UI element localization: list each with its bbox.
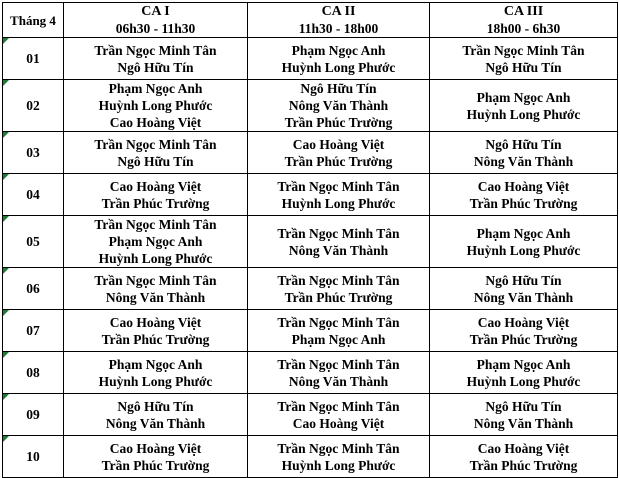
staff-name: Trần Ngọc Minh Tân — [277, 356, 400, 372]
staff-name: Trần Phúc Trường — [469, 331, 578, 347]
day-cell: 04 — [3, 174, 64, 216]
staff-name: Nông Văn Thành — [105, 289, 206, 305]
staff-name: Nông Văn Thành — [473, 289, 574, 305]
staff-name: Ngô Hữu Tín — [485, 272, 562, 288]
staff-name: Huỳnh Long Phước — [281, 457, 396, 473]
staff-name: Huỳnh Long Phước — [98, 251, 213, 266]
shift-cell-2 — [248, 174, 430, 216]
schedule-row — [3, 132, 618, 174]
shift-cell-3 — [430, 216, 618, 268]
staff-name: Ngô Hữu Tín — [300, 81, 377, 96]
staff-name: Nông Văn Thành — [288, 242, 389, 258]
header-row — [3, 3, 618, 38]
staff-name: Huỳnh Long Phước — [281, 195, 396, 211]
staff-name: Nông Văn Thành — [288, 98, 389, 113]
staff-name: Phạm Ngọc Anh — [108, 356, 203, 372]
shift-cell-2 — [248, 310, 430, 352]
shift-cell-3 — [430, 174, 618, 216]
staff-name: Ngô Hữu Tín — [117, 153, 194, 169]
shift-cell-1 — [64, 394, 248, 436]
staff-name: Cao Hoàng Việt — [109, 178, 202, 194]
schedule-row — [3, 174, 618, 216]
shift-header-2 — [248, 3, 430, 38]
staff-name: Trần Ngọc Minh Tân — [277, 225, 400, 241]
staff-name: Huỳnh Long Phước — [466, 242, 581, 258]
staff-name: Cao Hoàng Việt — [477, 178, 570, 194]
schedule-row — [3, 310, 618, 352]
shift-name: CA II — [321, 4, 356, 19]
staff-name: Nông Văn Thành — [288, 373, 389, 389]
shift-cell-2 — [248, 268, 430, 310]
staff-name: Trần Ngọc Minh Tân — [277, 178, 400, 194]
staff-name: Trần Ngọc Minh Tân — [277, 440, 400, 456]
shift-cell-3 — [430, 394, 618, 436]
day-cell: 08 — [3, 352, 64, 394]
shift-cell-1 — [64, 174, 248, 216]
day-cell: 09 — [3, 394, 64, 436]
shift-cell-1 — [64, 352, 248, 394]
shift-cell-2 — [248, 216, 430, 268]
day-cell: 02 — [3, 80, 64, 132]
shift-cell-3 — [430, 268, 618, 310]
day-cell: 07 — [3, 310, 64, 352]
staff-name: Phạm Ngọc Anh — [291, 42, 386, 58]
shift-cell-1 — [64, 38, 248, 80]
schedule-row — [3, 436, 618, 478]
staff-name: Huỳnh Long Phước — [281, 59, 396, 75]
staff-name: Trần Ngọc Minh Tân — [277, 398, 400, 414]
day-cell: 05 — [3, 216, 64, 268]
staff-name: Cao Hoàng Việt — [477, 440, 570, 456]
schedule-row — [3, 268, 618, 310]
shift-cell-2 — [248, 352, 430, 394]
staff-name: Ngô Hữu Tín — [485, 59, 562, 75]
staff-name: Trần Phúc Trường — [284, 115, 393, 130]
shift-cell-1 — [64, 268, 248, 310]
staff-name: Trần Phúc Trường — [469, 457, 578, 473]
shift-header-1 — [64, 3, 248, 38]
staff-name: Cao Hoàng Việt — [109, 314, 202, 330]
staff-name: Huỳnh Long Phước — [466, 373, 581, 389]
staff-name: Trần Phúc Trường — [101, 457, 210, 473]
staff-name: Phạm Ngọc Anh — [476, 356, 571, 372]
shift-cell-1 — [64, 310, 248, 352]
staff-name: Trần Ngọc Minh Tân — [94, 217, 217, 232]
staff-name: Trần Ngọc Minh Tân — [94, 272, 217, 288]
staff-name: Cao Hoàng Việt — [109, 440, 202, 456]
shift-cell-1 — [64, 132, 248, 174]
day-cell: 03 — [3, 132, 64, 174]
staff-name: Phạm Ngọc Anh — [291, 331, 386, 347]
shift-cell-2 — [248, 436, 430, 478]
staff-name: Ngô Hữu Tín — [117, 59, 194, 75]
schedule-row — [3, 80, 618, 132]
staff-name: Nông Văn Thành — [473, 415, 574, 431]
shift-cell-3 — [430, 38, 618, 80]
staff-name: Trần Phúc Trường — [469, 195, 578, 211]
staff-name: Ngô Hữu Tín — [485, 398, 562, 414]
shift-cell-1 — [64, 80, 248, 132]
staff-name: Nông Văn Thành — [473, 153, 574, 169]
shift-cell-2 — [248, 132, 430, 174]
day-cell: 01 — [3, 38, 64, 80]
schedule-row — [3, 38, 618, 80]
staff-name: Nông Văn Thành — [105, 415, 206, 431]
shift-cell-3 — [430, 310, 618, 352]
staff-name: Phạm Ngọc Anh — [476, 89, 571, 105]
staff-name: Cao Hoàng Việt — [292, 415, 385, 431]
staff-name: Cao Hoàng Việt — [292, 136, 385, 152]
shift-time: 11h30 - 18h00 — [298, 21, 379, 36]
staff-name: Huỳnh Long Phước — [98, 98, 213, 113]
staff-name: Trần Phúc Trường — [284, 289, 393, 305]
schedule-row — [3, 352, 618, 394]
schedule-row — [3, 394, 618, 436]
shift-cell-2 — [248, 80, 430, 132]
staff-name: Cao Hoàng Việt — [477, 314, 570, 330]
staff-name: Phạm Ngọc Anh — [108, 81, 203, 96]
staff-name: Phạm Ngọc Anh — [108, 234, 203, 249]
staff-name: Huỳnh Long Phước — [98, 373, 213, 389]
day-cell: 06 — [3, 268, 64, 310]
staff-name: Cao Hoàng Việt — [109, 115, 202, 130]
shift-schedule-table — [2, 2, 618, 478]
shift-cell-2 — [248, 394, 430, 436]
shift-cell-3 — [430, 352, 618, 394]
staff-name: Trần Ngọc Minh Tân — [94, 136, 217, 152]
shift-time: 18h00 - 6h30 — [486, 21, 561, 36]
shift-cell-2 — [248, 38, 430, 80]
shift-cell-3 — [430, 132, 618, 174]
day-cell: 10 — [3, 436, 64, 478]
staff-name: Huỳnh Long Phước — [466, 106, 581, 122]
schedule-row — [3, 216, 618, 268]
shift-cell-1 — [64, 436, 248, 478]
shift-cell-1 — [64, 216, 248, 268]
month-header: Tháng 4 — [3, 3, 64, 38]
shift-cell-3 — [430, 80, 618, 132]
staff-name: Trần Phúc Trường — [101, 331, 210, 347]
staff-name: Phạm Ngọc Anh — [476, 225, 571, 241]
shift-name: CA III — [503, 4, 544, 19]
staff-name: Trần Ngọc Minh Tân — [462, 42, 585, 58]
shift-cell-3 — [430, 436, 618, 478]
staff-name: Ngô Hữu Tín — [117, 398, 194, 414]
staff-name: Trần Ngọc Minh Tân — [277, 314, 400, 330]
staff-name: Trần Ngọc Minh Tân — [94, 42, 217, 58]
staff-name: Trần Phúc Trường — [284, 153, 393, 169]
shift-header-3 — [430, 3, 618, 38]
shift-name: CA I — [141, 4, 170, 19]
staff-name: Trần Phúc Trường — [101, 195, 210, 211]
staff-name: Trần Ngọc Minh Tân — [277, 272, 400, 288]
staff-name: Ngô Hữu Tín — [485, 136, 562, 152]
shift-time: 06h30 - 11h30 — [115, 21, 196, 36]
